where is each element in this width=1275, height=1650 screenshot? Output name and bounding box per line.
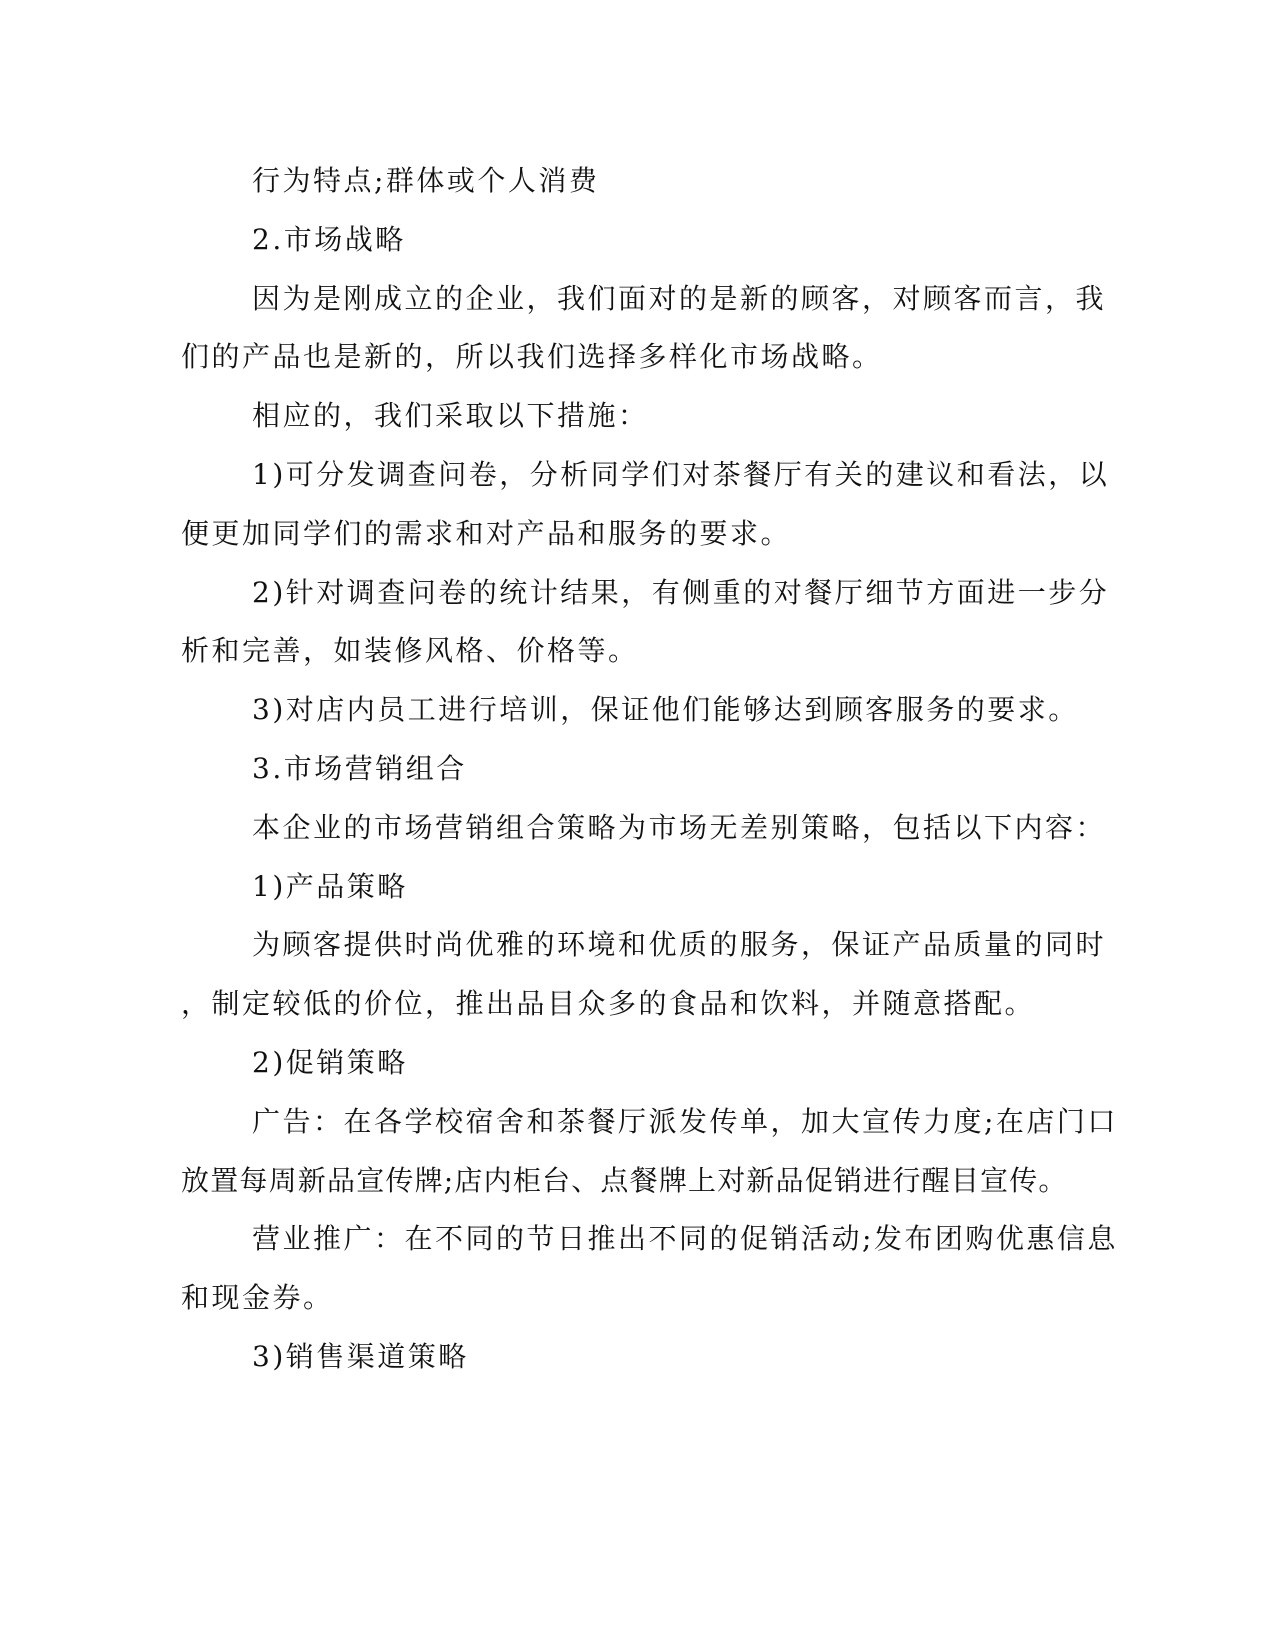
text-line-20: 和现金券。 [181,1281,334,1315]
subheading-promotion-strategy: 2)促销策略 [252,1045,408,1079]
text-line-5: 相应的，我们采取以下措施： [252,399,649,433]
text-line-19: 营业推广：在不同的节日推出不同的促销活动;发布团购优惠信息 [252,1222,1118,1256]
text-line-4: 们的产品也是新的，所以我们选择多样化市场战略。 [181,340,883,374]
text-line-3: 因为是刚成立的企业，我们面对的是新的顾客，对顾客而言，我 [252,281,1107,315]
text-line-1: 行为特点;群体或个人消费 [252,164,600,197]
section-heading-marketing-mix: 3.市场营销组合 [252,751,467,785]
text-line-14: 为顾客提供时尚优雅的环境和优质的服务，保证产品质量的同时 [252,928,1107,962]
text-line-7: 便更加同学们的需求和对产品和服务的要求。 [181,516,792,550]
document-body [181,152,1118,1387]
subheading-sales-channel-strategy: 3)销售渠道策略 [252,1339,469,1373]
section-heading-market-strategy: 2.市场战略 [252,222,406,256]
text-line-8: 2)针对调查问卷的统计结果，有侧重的对餐厅细节方面进一步分 [252,575,1110,609]
text-line-9: 析和完善，如装修风格、价格等。 [181,634,639,668]
text-line-10: 3)对店内员工进行培训，保证他们能够达到顾客服务的要求。 [252,693,1079,727]
text-line-12: 本企业的市场营销组合策略为市场无差别策略，包括以下内容： [252,810,1107,844]
subheading-product-strategy: 1)产品策略 [252,869,408,903]
text-line-15: ，制定较低的价位，推出品目众多的食品和饮料，并随意搭配。 [181,987,1036,1021]
text-line-17: 广告：在各学校宿舍和茶餐厅派发传单，加大宣传力度;在店门口 [252,1104,1118,1138]
text-line-6: 1)可分发调查问卷，分析同学们对茶餐厅有关的建议和看法，以 [252,457,1110,491]
text-line-18: 放置每周新品宣传牌;店内柜台、点餐牌上对新品促销进行醒目宣传。 [181,1163,1068,1197]
